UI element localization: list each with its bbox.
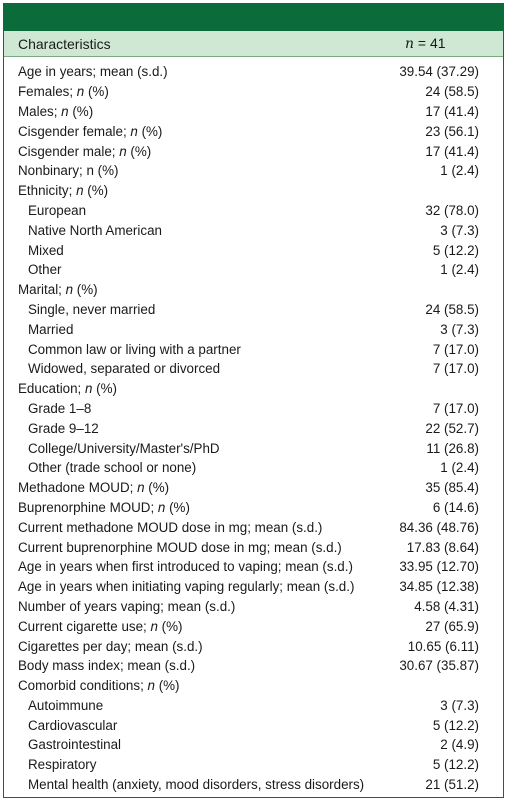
row-label — [4, 203, 369, 218]
row-label — [4, 243, 369, 258]
row-value: 24 (58.5) — [425, 84, 479, 100]
table-row — [4, 240, 503, 260]
table-row — [4, 260, 503, 280]
row-value: 5 (12.2) — [432, 757, 479, 773]
row-value: 7 (17.0) — [432, 400, 479, 416]
row-label — [4, 460, 369, 475]
row-label — [4, 223, 369, 238]
row-value: 17 (41.4) — [425, 143, 479, 159]
row-label-text: Cisgender male; — [18, 143, 120, 159]
row-label-suffix: (%) — [144, 480, 170, 496]
row-label-suffix: (%) — [68, 103, 94, 119]
table-row — [4, 62, 503, 82]
table-row — [4, 498, 503, 518]
row-label-text: Buprenorphine MOUD; — [18, 499, 158, 515]
n-symbol: n — [405, 36, 415, 52]
row-value: 24 (58.5) — [425, 301, 479, 317]
row-label-text: Age in years when initiating vaping regularly; mean (s.d.) — [18, 579, 355, 595]
table-row — [4, 379, 503, 399]
row-label-text: College/University/Master's/PhD — [28, 440, 220, 456]
table-row — [4, 418, 503, 438]
row-label-suffix: (%) — [73, 282, 98, 298]
table-row — [4, 82, 503, 102]
row-label-n: n — [147, 678, 155, 694]
table-body — [4, 57, 503, 794]
row-label-text: Common law or living with a partner — [28, 341, 241, 357]
table-row — [4, 715, 503, 735]
table-row — [4, 636, 503, 656]
column-header-characteristics: Characteristics — [18, 35, 111, 52]
row-value: 7 (17.0) — [432, 341, 479, 357]
row-label — [4, 262, 369, 277]
row-label-text: Number of years vaping; mean (s.d.) — [18, 598, 236, 614]
row-value: 32 (78.0) — [425, 202, 479, 218]
row-label-text: Age in years; mean (s.d.) — [18, 64, 168, 80]
row-value: 35 (85.4) — [425, 480, 479, 496]
row-label — [4, 540, 369, 555]
table-row — [4, 676, 503, 696]
table-row — [4, 577, 503, 597]
row-label-text: European — [28, 202, 87, 218]
row-label-text: Females; — [18, 84, 77, 100]
row-label — [4, 757, 369, 772]
row-label — [4, 124, 369, 139]
row-label-text: Cigarettes per day; mean (s.d.) — [18, 638, 203, 654]
row-label-n: n — [119, 143, 127, 159]
row-label-text: Nonbinary; n (%) — [18, 163, 119, 179]
row-label-suffix: (%) — [92, 381, 117, 397]
row-value: 22 (52.7) — [425, 420, 479, 436]
table-row — [4, 300, 503, 320]
row-label-text: Current methadone MOUD dose in mg; mean (s.d.) — [18, 519, 323, 535]
row-value: 3 (7.3) — [440, 222, 479, 238]
table-row — [4, 755, 503, 775]
row-label — [4, 698, 369, 713]
row-value: 33.95 (12.70) — [399, 559, 479, 575]
row-label-suffix: (%) — [157, 618, 183, 634]
row-label — [4, 737, 369, 752]
table-row — [4, 220, 503, 240]
table-row — [4, 458, 503, 478]
row-value: 17.83 (8.64) — [406, 539, 479, 555]
row-label — [4, 302, 369, 317]
table-row — [4, 537, 503, 557]
row-value: 23 (56.1) — [425, 123, 479, 139]
row-label — [4, 421, 369, 436]
row-label-n: n — [130, 123, 138, 139]
row-value: 27 (65.9) — [425, 618, 479, 634]
table-row — [4, 557, 503, 577]
row-label-n: n — [76, 84, 85, 100]
row-label-text: Autoimmune — [28, 697, 104, 713]
row-label — [4, 639, 369, 654]
table-row — [4, 181, 503, 201]
row-value: 7 (17.0) — [432, 361, 479, 377]
row-value: 39.54 (37.29) — [399, 64, 479, 80]
row-value: 3 (7.3) — [440, 697, 479, 713]
row-label-text: Cisgender female; — [18, 123, 131, 139]
row-label-text: Native North American — [28, 222, 162, 238]
row-value: 5 (12.2) — [432, 717, 479, 733]
row-value: 84.36 (48.76) — [399, 519, 479, 535]
row-label — [4, 163, 369, 178]
row-value: 11 (26.8) — [426, 440, 479, 456]
table-row — [4, 656, 503, 676]
row-label-text: Age in years when first introduced to vaping; mean (s.d.) — [18, 559, 353, 575]
row-label — [4, 599, 369, 614]
row-label-suffix: (%) — [84, 84, 109, 100]
row-label-text: Comorbid conditions; — [18, 678, 148, 694]
row-label-text: Widowed, separated or divorced — [28, 361, 221, 377]
row-label-text: Other (trade school or none) — [28, 460, 197, 476]
row-label-text: Single, never married — [28, 301, 156, 317]
row-label-text: Gastrointestinal — [28, 737, 122, 753]
row-label — [4, 282, 369, 297]
row-label — [4, 619, 369, 634]
row-label-n: n — [65, 282, 74, 298]
row-value: 1 (2.4) — [440, 262, 479, 278]
row-label-n: n — [157, 499, 166, 515]
table-row — [4, 399, 503, 419]
row-label-n: n — [85, 381, 93, 397]
table-row — [4, 478, 503, 498]
row-label-suffix: (%) — [154, 678, 180, 694]
row-label-text: Mixed — [28, 242, 64, 258]
row-label-text: Married — [28, 321, 74, 337]
row-label-text: Males; — [18, 103, 62, 119]
row-label-suffix: (%) — [165, 499, 190, 515]
table-row — [4, 359, 503, 379]
row-value: 21 (51.2) — [425, 777, 479, 793]
table-row — [4, 280, 503, 300]
row-label-text: Methadone MOUD; — [18, 480, 138, 496]
table-row — [4, 121, 503, 141]
row-label — [4, 441, 369, 456]
row-value: 2 (4.9) — [440, 737, 479, 753]
row-label — [4, 401, 369, 416]
row-label — [4, 559, 369, 574]
row-value: 10.65 (6.11) — [407, 638, 479, 654]
row-label-n: n — [137, 480, 145, 496]
row-value: 17 (41.4) — [425, 103, 479, 119]
row-label — [4, 64, 369, 79]
table-row — [4, 319, 503, 339]
table-row — [4, 201, 503, 221]
table-row — [4, 616, 503, 636]
table-row — [4, 438, 503, 458]
row-value: 3 (7.3) — [440, 321, 479, 337]
table-row — [4, 102, 503, 122]
row-label-n: n — [76, 183, 84, 199]
row-label-text: Other — [28, 262, 62, 278]
row-label-text: Cardiovascular — [28, 717, 118, 733]
table-row — [4, 735, 503, 755]
row-label-text: Marital; — [18, 282, 66, 298]
row-label — [4, 144, 369, 159]
row-label — [4, 104, 369, 119]
row-label — [4, 322, 369, 337]
row-label-text: Grade 1–8 — [28, 400, 92, 416]
row-value: 5 (12.2) — [432, 242, 479, 258]
row-value: 1 (2.4) — [440, 163, 479, 179]
row-label-text: Mental health (anxiety, mood disorders, stress disorders) — [28, 777, 365, 793]
row-value: 1 (2.4) — [440, 460, 479, 476]
row-value: 30.67 (35.87) — [399, 658, 479, 674]
row-label-text: Current buprenorphine MOUD dose in mg; mean (s.d.) — [18, 539, 342, 555]
row-label-text: Respiratory — [28, 757, 97, 773]
table-row — [4, 597, 503, 617]
row-value: 4.58 (4.31) — [414, 598, 479, 614]
table-header-row — [4, 31, 503, 57]
row-label — [4, 777, 369, 792]
row-value: 34.85 (12.38) — [399, 579, 479, 595]
row-value: 6 (14.6) — [432, 499, 479, 515]
row-label — [4, 361, 369, 376]
table-row — [4, 517, 503, 537]
row-label-text: Current cigarette use; — [18, 618, 151, 634]
row-label — [4, 658, 369, 673]
table-row — [4, 161, 503, 181]
row-label-text: Education; — [18, 381, 85, 397]
row-label — [4, 342, 369, 357]
row-label-text: Ethnicity; — [18, 183, 77, 199]
row-label-n: n — [61, 103, 69, 119]
column-header-n — [405, 35, 503, 52]
row-label-suffix: (%) — [126, 143, 152, 159]
table-row — [4, 696, 503, 716]
row-label — [4, 579, 369, 594]
row-label — [4, 500, 369, 515]
row-label — [4, 480, 369, 495]
n-value: = 41 — [417, 35, 446, 51]
row-label-text: Grade 9–12 — [28, 420, 99, 436]
row-label-text: Body mass index; mean (s.d.) — [18, 658, 196, 674]
table-row — [4, 339, 503, 359]
table-row — [4, 141, 503, 161]
row-label-n: n — [150, 618, 158, 634]
row-label — [4, 381, 369, 396]
row-label — [4, 520, 369, 535]
characteristics-table — [3, 3, 504, 798]
row-label-suffix: (%) — [83, 183, 109, 199]
row-label — [4, 183, 369, 198]
row-label — [4, 718, 369, 733]
table-row — [4, 775, 503, 795]
row-label — [4, 84, 369, 99]
table-top-bar — [4, 4, 503, 31]
row-label-suffix: (%) — [137, 123, 163, 139]
row-label — [4, 678, 369, 693]
